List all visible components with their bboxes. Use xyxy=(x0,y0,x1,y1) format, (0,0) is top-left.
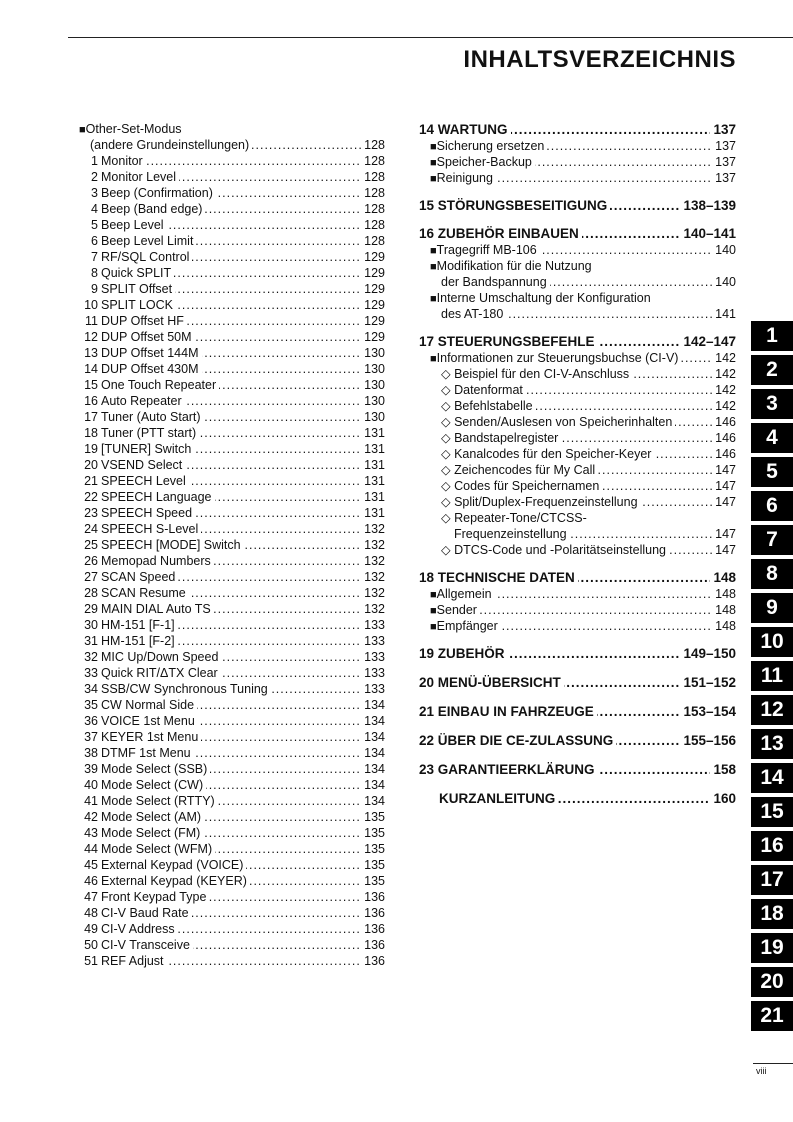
chapter-tab-15[interactable]: 15 xyxy=(751,797,793,827)
entry-label: Befehlstabelle xyxy=(454,399,533,413)
toc-entry[interactable]: ◇ Bandstapelregister 146 ..... xyxy=(441,430,736,446)
entry-label: Codes für Speichernamen xyxy=(454,479,600,493)
entry-number: 6 xyxy=(91,234,98,248)
entry-label: Mode Select (SSB) xyxy=(101,762,208,776)
entry-number: 4 xyxy=(91,202,98,216)
toc-entry[interactable] xyxy=(79,793,385,809)
chapter-tab-9[interactable]: 9 xyxy=(751,593,793,623)
toc-entry[interactable] xyxy=(79,249,385,265)
entry-label: [TUNER] Switch xyxy=(101,442,192,456)
entry-label: SPEECH Language xyxy=(101,490,212,504)
entry-label: Bandstapelregister xyxy=(454,431,559,445)
entry-number: 38 xyxy=(84,746,98,760)
left-toc-column xyxy=(79,121,385,969)
entry-page: 147 xyxy=(712,478,736,494)
entry-number: 35 xyxy=(84,698,98,712)
entry-number: 16 xyxy=(84,394,98,408)
entry-page: 134 xyxy=(361,697,385,713)
entry-label: SPEECH [MODE] Switch xyxy=(101,538,241,552)
entry-page: 128 xyxy=(361,169,385,185)
entry-label: SCAN Resume xyxy=(101,586,186,600)
entry-number: 24 xyxy=(84,522,98,536)
toc-entry[interactable] xyxy=(79,297,385,313)
chapter-18[interactable]: 18 TECHNISCHE DATEN 148 ..... xyxy=(419,569,736,586)
entry-number: 37 xyxy=(84,730,98,744)
entry-page: 132 xyxy=(361,537,385,553)
entry-number: 21 xyxy=(84,474,98,488)
entry-number: 23 xyxy=(84,506,98,520)
header-rule xyxy=(68,37,793,38)
entry-label: Mode Select (AM) xyxy=(101,810,202,824)
entry-number: 34 xyxy=(84,682,98,696)
toc-entry[interactable] xyxy=(79,393,385,409)
entry-number: 15 xyxy=(84,378,98,392)
page-title: INHALTSVERZEICHNIS xyxy=(463,46,736,73)
entry-label: CI-V Baud Rate xyxy=(101,906,189,920)
toc-entry[interactable] xyxy=(79,953,385,969)
chapter-tab-4[interactable]: 4 xyxy=(751,423,793,453)
toc-entry[interactable]: ■Informationen zur Steuerungsbuchse (CI-V) 142 ..... xyxy=(430,350,736,366)
entry-page: 136 xyxy=(361,889,385,905)
toc-entry[interactable] xyxy=(79,585,385,601)
entry-page: 136 xyxy=(361,937,385,953)
chapter-15[interactable]: 15 STÖRUNGSBESEITIGUNG 138–139 ..... xyxy=(419,197,736,214)
entry-number: 18 xyxy=(84,426,98,440)
entry-page: 128 xyxy=(361,153,385,169)
entry-page: 131 xyxy=(361,505,385,521)
chapter-19[interactable]: 19 ZUBEHÖR 149–150 ..... xyxy=(419,645,736,662)
chapter-tab-17[interactable]: 17 xyxy=(751,865,793,895)
entry-label: Monitor xyxy=(101,154,143,168)
entry-label: SPLIT LOCK xyxy=(101,298,174,312)
toc-entry[interactable] xyxy=(79,905,385,921)
toc-entry[interactable] xyxy=(79,505,385,521)
entry-label: CI-V Transceive xyxy=(101,938,190,952)
entry-page: 131 xyxy=(361,489,385,505)
entry-label: Zeichencodes für My Call xyxy=(454,463,596,477)
entry-number: 39 xyxy=(84,762,98,776)
entry-label: DUP Offset 144M xyxy=(101,346,199,360)
toc-entry[interactable] xyxy=(79,889,385,905)
entry-number: 50 xyxy=(84,938,98,952)
toc-entry[interactable]: Frequenzeinstellung 147 ..... xyxy=(454,526,736,542)
toc-entry[interactable] xyxy=(79,201,385,217)
toc-entry[interactable] xyxy=(79,313,385,329)
chapter-20[interactable]: 20 MENÜ-ÜBERSICHT 151–152 ..... xyxy=(419,674,736,691)
toc-entry[interactable] xyxy=(79,681,385,697)
entry-page: 147 xyxy=(712,494,736,510)
entry-page: 146 xyxy=(712,414,736,430)
entry-page: 142 xyxy=(712,398,736,414)
entry-page: 133 xyxy=(361,665,385,681)
entry-label: SCAN Speed xyxy=(101,570,176,584)
toc-entry[interactable] xyxy=(79,649,385,665)
entry-number: 48 xyxy=(84,906,98,920)
entry-label: SPEECH Speed xyxy=(101,506,193,520)
toc-entry[interactable] xyxy=(79,873,385,889)
chapter-16[interactable]: 16 ZUBEHÖR EINBAUEN 140–141 ..... xyxy=(419,225,736,242)
chapter-tab-19[interactable]: 19 xyxy=(751,933,793,963)
entry-label: MIC Up/Down Speed xyxy=(101,650,219,664)
toc-entry[interactable] xyxy=(79,553,385,569)
toc-entry[interactable] xyxy=(79,441,385,457)
entry-number: 47 xyxy=(84,890,98,904)
chapter-tab-13[interactable]: 13 xyxy=(751,729,793,759)
toc-entry[interactable]: ◇ Beispiel für den CI-V-Anschluss 142 ..... xyxy=(441,366,736,382)
toc-entry[interactable]: (andere Grundeinstellungen) 128 ..... xyxy=(90,137,385,153)
entry-page: 132 xyxy=(361,553,385,569)
entry-page: 132 xyxy=(361,585,385,601)
entry-number: 30 xyxy=(84,618,98,632)
entry-page: 134 xyxy=(361,777,385,793)
toc-entry[interactable] xyxy=(79,377,385,393)
toc-entry-line: ◇ Repeater-Tone/CTCSS- xyxy=(441,511,587,525)
toc-entry[interactable] xyxy=(79,921,385,937)
chapter-tab-21[interactable]: 21 xyxy=(751,1001,793,1031)
entry-label: CI-V Address xyxy=(101,922,175,936)
footer-rule xyxy=(753,1063,793,1064)
entry-label: VOICE 1st Menu xyxy=(101,714,195,728)
toc-entry[interactable] xyxy=(79,745,385,761)
toc-entry[interactable] xyxy=(79,281,385,297)
entry-number: 13 xyxy=(84,346,98,360)
toc-entry[interactable] xyxy=(79,169,385,185)
entry-label: External Keypad (VOICE) xyxy=(101,858,244,872)
toc-entry[interactable] xyxy=(79,185,385,201)
toc-entry[interactable]: des AT-180 141 ..... xyxy=(441,306,736,322)
toc-entry[interactable] xyxy=(79,457,385,473)
entry-number: 33 xyxy=(84,666,98,680)
toc-entry[interactable] xyxy=(79,489,385,505)
entry-page: 131 xyxy=(361,473,385,489)
toc-entry[interactable] xyxy=(79,329,385,345)
entry-number: 26 xyxy=(84,554,98,568)
entry-page: 133 xyxy=(361,649,385,665)
entry-page: 129 xyxy=(361,297,385,313)
entry-page: 135 xyxy=(361,809,385,825)
entry-page: 131 xyxy=(361,425,385,441)
entry-page: 128 xyxy=(361,217,385,233)
chapter-tab-18[interactable]: 18 xyxy=(751,899,793,929)
entry-page: 130 xyxy=(361,409,385,425)
entry-number: 32 xyxy=(84,650,98,664)
entry-label: MAIN DIAL Auto TS xyxy=(101,602,211,616)
entry-number: 10 xyxy=(84,298,98,312)
entry-number: 36 xyxy=(84,714,98,728)
toc-entry[interactable] xyxy=(79,233,385,249)
toc-entry[interactable] xyxy=(79,697,385,713)
entry-page: 132 xyxy=(361,569,385,585)
chapter-tab-11[interactable]: 11 xyxy=(751,661,793,691)
entry-page: 128 xyxy=(361,201,385,217)
entry-number: 40 xyxy=(84,778,98,792)
entry-page: 129 xyxy=(361,281,385,297)
toc-entry[interactable]: ◇ Datenformat 142 ..... xyxy=(441,382,736,398)
entry-number: 25 xyxy=(84,538,98,552)
entry-label: Mode Select (WFM) xyxy=(101,842,213,856)
chapter-tab-5[interactable]: 5 xyxy=(751,457,793,487)
entry-page: 132 xyxy=(361,601,385,617)
entry-page: 135 xyxy=(361,857,385,873)
chapter-tab-6[interactable]: 6 xyxy=(751,491,793,521)
toc-entry[interactable]: ■Allgemein 148 ..... xyxy=(430,586,736,602)
chapter-tabs xyxy=(751,321,793,1035)
toc-entry[interactable] xyxy=(79,841,385,857)
toc-entry[interactable] xyxy=(79,777,385,793)
toc-entry[interactable]: ■Speicher-Backup 137 ..... xyxy=(430,154,736,170)
entry-label: DUP Offset 430M xyxy=(101,362,199,376)
entry-page: 136 xyxy=(361,905,385,921)
entry-label: SSB/CW Synchronous Tuning xyxy=(101,682,268,696)
toc-entry[interactable] xyxy=(79,761,385,777)
toc-entry[interactable]: ■Tragegriff MB-106 140 ..... xyxy=(430,242,736,258)
entry-label: SPLIT Offset xyxy=(101,282,173,296)
toc-entry[interactable] xyxy=(79,937,385,953)
entry-page: 130 xyxy=(361,345,385,361)
entry-number: 46 xyxy=(84,874,98,888)
toc-entry[interactable] xyxy=(79,633,385,649)
entry-label: Beep Level Limit xyxy=(101,234,194,248)
toc-entry[interactable]: ◇ Codes für Speichernamen 147 ..... xyxy=(441,478,736,494)
entry-page: 135 xyxy=(361,873,385,889)
toc-entry[interactable] xyxy=(79,569,385,585)
entry-number: 1 xyxy=(91,154,98,168)
toc-entry[interactable] xyxy=(79,361,385,377)
entry-label: Beep Level xyxy=(101,218,164,232)
toc-entry-line: ■Interne Umschaltung der Konfiguration xyxy=(430,291,651,305)
entry-page: 130 xyxy=(361,377,385,393)
entry-page: 129 xyxy=(361,265,385,281)
entry-number: 29 xyxy=(84,602,98,616)
entry-number: 49 xyxy=(84,922,98,936)
chapter-23[interactable]: 23 GARANTIEERKLÄRUNG 158 ..... xyxy=(419,761,736,778)
entry-page: 131 xyxy=(361,441,385,457)
section-heading: ■Other-Set-Modus xyxy=(79,122,182,136)
entry-page: 135 xyxy=(361,841,385,857)
entry-number: 8 xyxy=(91,266,98,280)
chapter-tab-20[interactable]: 20 xyxy=(751,967,793,997)
entry-number: 9 xyxy=(91,282,98,296)
toc-entry[interactable] xyxy=(79,617,385,633)
toc-entry[interactable] xyxy=(79,825,385,841)
entry-label: DUP Offset HF xyxy=(101,314,184,328)
toc-entry-line: ■Modifikation für die Nutzung xyxy=(430,259,592,273)
entry-label: Kanalcodes für den Speicher-Keyer xyxy=(454,447,652,461)
toc-entry[interactable]: ◇ Split/Duplex-Frequenzeinstellung 147 ..... xyxy=(441,494,736,510)
entry-label: HM-151 [F-1] xyxy=(101,618,175,632)
toc-entry[interactable] xyxy=(79,729,385,745)
chapter-tab-2[interactable]: 2 xyxy=(751,355,793,385)
entry-page: 142 xyxy=(712,366,736,382)
entry-page: 131 xyxy=(361,457,385,473)
toc-entry[interactable]: ◇ Zeichencodes für My Call 147 ..... xyxy=(441,462,736,478)
entry-number: 11 xyxy=(85,314,98,328)
entry-page: 142 xyxy=(712,382,736,398)
entry-label: CW Normal Side xyxy=(101,698,195,712)
toc-entry[interactable] xyxy=(79,713,385,729)
entry-label: RF/SQL Control xyxy=(101,250,190,264)
toc-entry[interactable] xyxy=(79,809,385,825)
entry-number: 42 xyxy=(84,810,98,824)
toc-entry[interactable] xyxy=(79,601,385,617)
toc-entry[interactable]: ■Sender 148 ..... xyxy=(430,602,736,618)
toc-entry[interactable] xyxy=(79,665,385,681)
entry-label: SPEECH Level xyxy=(101,474,186,488)
entry-label: REF Adjust xyxy=(101,954,164,968)
entry-number: 3 xyxy=(91,186,98,200)
entry-label: DTMF 1st Menu xyxy=(101,746,191,760)
toc-entry[interactable] xyxy=(79,345,385,361)
entry-number: 19 xyxy=(84,442,98,456)
toc-entry[interactable]: ◇ DTCS-Code und -Polaritätseinstellung 147 ..... xyxy=(441,542,736,558)
right-toc-column xyxy=(419,121,736,807)
toc-entry[interactable]: ■Reinigung 137 ..... xyxy=(430,170,736,186)
entry-page: 146 xyxy=(712,430,736,446)
entry-page: 133 xyxy=(361,681,385,697)
kurzanleitung[interactable]: KURZANLEITUNG 160 ..... xyxy=(439,790,736,807)
toc-entry[interactable] xyxy=(79,473,385,489)
entry-page: 134 xyxy=(361,761,385,777)
entry-number: 14 xyxy=(84,362,98,376)
entry-label: Beep (Band edge) xyxy=(101,202,203,216)
entry-label: KEYER 1st Menu xyxy=(101,730,199,744)
entry-label: Memopad Numbers xyxy=(101,554,211,568)
entry-label: Mode Select (RTTY) xyxy=(101,794,215,808)
entry-page: 136 xyxy=(361,921,385,937)
entry-label: Senden/Auslesen von Speicherinhalten xyxy=(454,415,673,429)
entry-label: Tuner (Auto Start) xyxy=(101,410,201,424)
entry-page: 135 xyxy=(361,825,385,841)
entry-number: 17 xyxy=(84,410,98,424)
chapter-tab-16[interactable]: 16 xyxy=(751,831,793,861)
entry-page: 133 xyxy=(361,633,385,649)
entry-label: Auto Repeater xyxy=(101,394,182,408)
toc-entry[interactable] xyxy=(79,521,385,537)
entry-page: 128 xyxy=(361,185,385,201)
toc-entry[interactable] xyxy=(79,409,385,425)
entry-page: 134 xyxy=(361,745,385,761)
toc-entry[interactable]: ◇ Befehlstabelle 142 ..... xyxy=(441,398,736,414)
entry-number: 27 xyxy=(84,570,98,584)
entry-number: 45 xyxy=(84,858,98,872)
entry-number: 44 xyxy=(84,842,98,856)
chapter-21[interactable]: 21 EINBAU IN FAHRZEUGE 153–154 ..... xyxy=(419,703,736,720)
chapter-tab-12[interactable]: 12 xyxy=(751,695,793,725)
entry-number: 2 xyxy=(91,170,98,184)
toc-entry[interactable] xyxy=(79,537,385,553)
entry-label: Beep (Confirmation) xyxy=(101,186,213,200)
chapter-tab-14[interactable]: 14 xyxy=(751,763,793,793)
entry-label: Datenformat xyxy=(454,383,523,397)
entry-label: Quick SPLIT xyxy=(101,266,172,280)
toc-entry[interactable] xyxy=(79,153,385,169)
entry-label: Mode Select (FM) xyxy=(101,826,201,840)
entry-label: Quick RIT/ΔTX Clear xyxy=(101,666,218,680)
chapter-tab-10[interactable]: 10 xyxy=(751,627,793,657)
entry-label: Split/Duplex-Frequenzeinstellung xyxy=(454,495,638,509)
entry-page: 147 xyxy=(712,462,736,478)
entry-label: Monitor Level xyxy=(101,170,177,184)
toc-entry[interactable]: ◇ Senden/Auslesen von Speicherinhalten 146 ..... xyxy=(441,414,736,430)
toc-entry[interactable] xyxy=(79,217,385,233)
entry-page: 128 xyxy=(361,233,385,249)
entry-label: DUP Offset 50M xyxy=(101,330,192,344)
entry-number: 20 xyxy=(84,458,98,472)
entry-number: 31 xyxy=(84,634,98,648)
entry-label: Beispiel für den CI-V-Anschluss xyxy=(454,367,630,381)
chapter-tab-1[interactable]: 1 xyxy=(751,321,793,351)
entry-number: 7 xyxy=(91,250,98,264)
entry-number: 5 xyxy=(91,218,98,232)
entry-page: 136 xyxy=(361,953,385,969)
entry-page: 129 xyxy=(361,329,385,345)
chapter-tab-8[interactable]: 8 xyxy=(751,559,793,589)
entry-number: 43 xyxy=(84,826,98,840)
entry-page: 134 xyxy=(361,713,385,729)
toc-entry[interactable] xyxy=(79,265,385,281)
entry-label: One Touch Repeater xyxy=(101,378,217,392)
chapter-22[interactable]: 22 ÜBER DIE CE-ZULASSUNG 155–156 ..... xyxy=(419,732,736,749)
entry-page: 129 xyxy=(361,313,385,329)
chapter-tab-3[interactable]: 3 xyxy=(751,389,793,419)
entry-number: 22 xyxy=(84,490,98,504)
chapter-17[interactable]: 17 STEUERUNGSBEFEHLE 142–147 ..... xyxy=(419,333,736,350)
entry-label: VSEND Select xyxy=(101,458,183,472)
toc-entry[interactable]: ■Sicherung ersetzen 137 ..... xyxy=(430,138,736,154)
entry-page: 130 xyxy=(361,361,385,377)
entry-page: 134 xyxy=(361,793,385,809)
entry-page: 134 xyxy=(361,729,385,745)
entry-label: Front Keypad Type xyxy=(101,890,207,904)
entry-page: 129 xyxy=(361,249,385,265)
toc-entry[interactable]: der Bandspannung 140 ..... xyxy=(441,274,736,290)
entry-label: External Keypad (KEYER) xyxy=(101,874,247,888)
toc-entry[interactable] xyxy=(79,857,385,873)
entry-label: SPEECH S-Level xyxy=(101,522,199,536)
entry-number: 51 xyxy=(84,954,98,968)
entry-number: 12 xyxy=(84,330,98,344)
entry-number: 41 xyxy=(84,794,98,808)
entry-label: Tuner (PTT start) xyxy=(101,426,197,440)
entry-page: 130 xyxy=(361,393,385,409)
entry-page: 133 xyxy=(361,617,385,633)
entry-page: 146 xyxy=(712,446,736,462)
entry-page: 132 xyxy=(361,521,385,537)
toc-entry[interactable]: ◇ Kanalcodes für den Speicher-Keyer 146 ..... xyxy=(441,446,736,462)
toc-entry[interactable] xyxy=(79,425,385,441)
toc-entry[interactable]: ■Empfänger 148 ..... xyxy=(430,618,736,634)
entry-label: Mode Select (CW) xyxy=(101,778,204,792)
entry-number: 28 xyxy=(84,586,98,600)
chapter-tab-7[interactable]: 7 xyxy=(751,525,793,555)
chapter-14[interactable]: 14 WARTUNG 137 ..... xyxy=(419,121,736,138)
entry-label: HM-151 [F-2] xyxy=(101,634,175,648)
page-number: viii xyxy=(756,1066,767,1076)
